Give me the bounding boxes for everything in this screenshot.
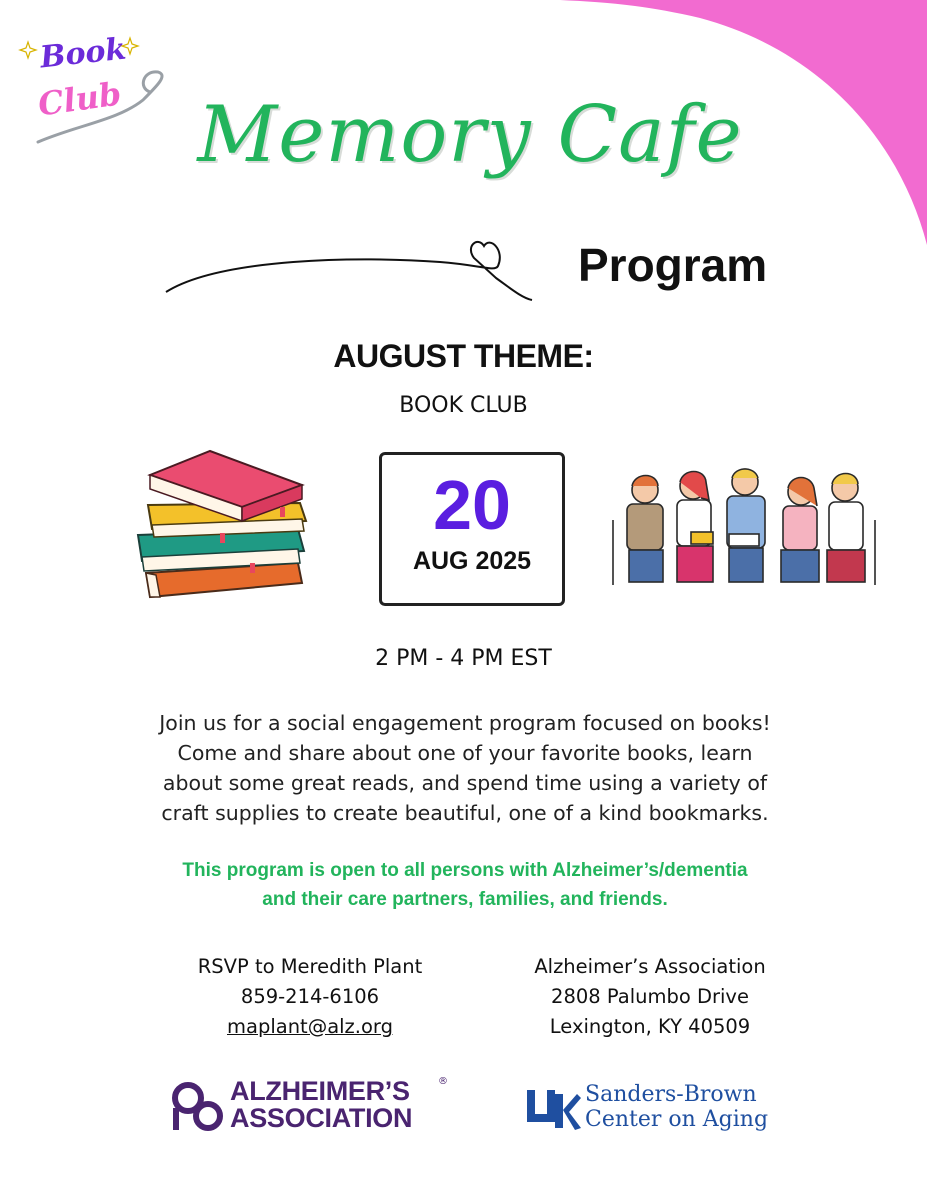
heart-swoosh-decoration — [160, 228, 550, 308]
uk-line2: Center on Aging — [585, 1107, 769, 1132]
badge-club-text: Club — [35, 74, 124, 124]
uk-monogram-icon — [525, 1084, 581, 1132]
description-line: Join us for a social engagement program focused on books! — [159, 711, 771, 735]
rsvp-contact — [160, 952, 460, 1042]
venue-address — [500, 952, 800, 1042]
event-day: 20 — [433, 466, 511, 544]
theme-heading: AUGUST THEME: — [333, 338, 594, 374]
event-month-year: AUG 2025 — [412, 547, 532, 575]
eligibility-line: and their care partners, families, and friends. — [262, 889, 668, 910]
description-line: about some great reads, and spend time using a variety of — [162, 771, 768, 795]
address-street: 2808 Palumbo Drive — [551, 985, 749, 1008]
rsvp-phone: 859-214-6106 — [240, 985, 380, 1008]
program-label: Program — [578, 239, 768, 291]
theme-name: BOOK CLUB — [399, 393, 528, 418]
address-org: Alzheimer’s Association — [534, 955, 766, 978]
alz-line1: ALZHEIMER’S — [230, 1076, 410, 1106]
alz-symbol-icon — [170, 1078, 228, 1134]
event-date-box — [379, 452, 565, 606]
people-reading-illustration — [605, 460, 890, 595]
eligibility-note — [100, 856, 830, 914]
address-city: Lexington, KY 40509 — [549, 1015, 751, 1038]
alzheimers-association-logo — [170, 1076, 460, 1136]
page-title: Memory Cafe — [197, 90, 743, 180]
registered-mark: ® — [438, 1076, 448, 1087]
badge-book-text: Book — [38, 31, 128, 76]
sanders-brown-logo — [525, 1082, 785, 1142]
description-line: Come and share about one of your favorite books, learn — [177, 741, 753, 765]
eligibility-line: This program is open to all persons with Alzheimer’s/dementia — [182, 860, 748, 881]
book-stack-illustration — [130, 445, 310, 610]
uk-line1: Sanders-Brown — [585, 1082, 757, 1107]
rsvp-line: RSVP to Meredith Plant — [197, 955, 423, 978]
alz-line2: ASSOCIATION — [230, 1103, 413, 1133]
description-line: craft supplies to create beautiful, one of a kind bookmarks. — [161, 801, 769, 825]
program-description — [120, 708, 810, 828]
event-time: 2 PM - 4 PM EST — [375, 646, 552, 671]
rsvp-email-link[interactable]: maplant@alz.org — [227, 1015, 393, 1038]
